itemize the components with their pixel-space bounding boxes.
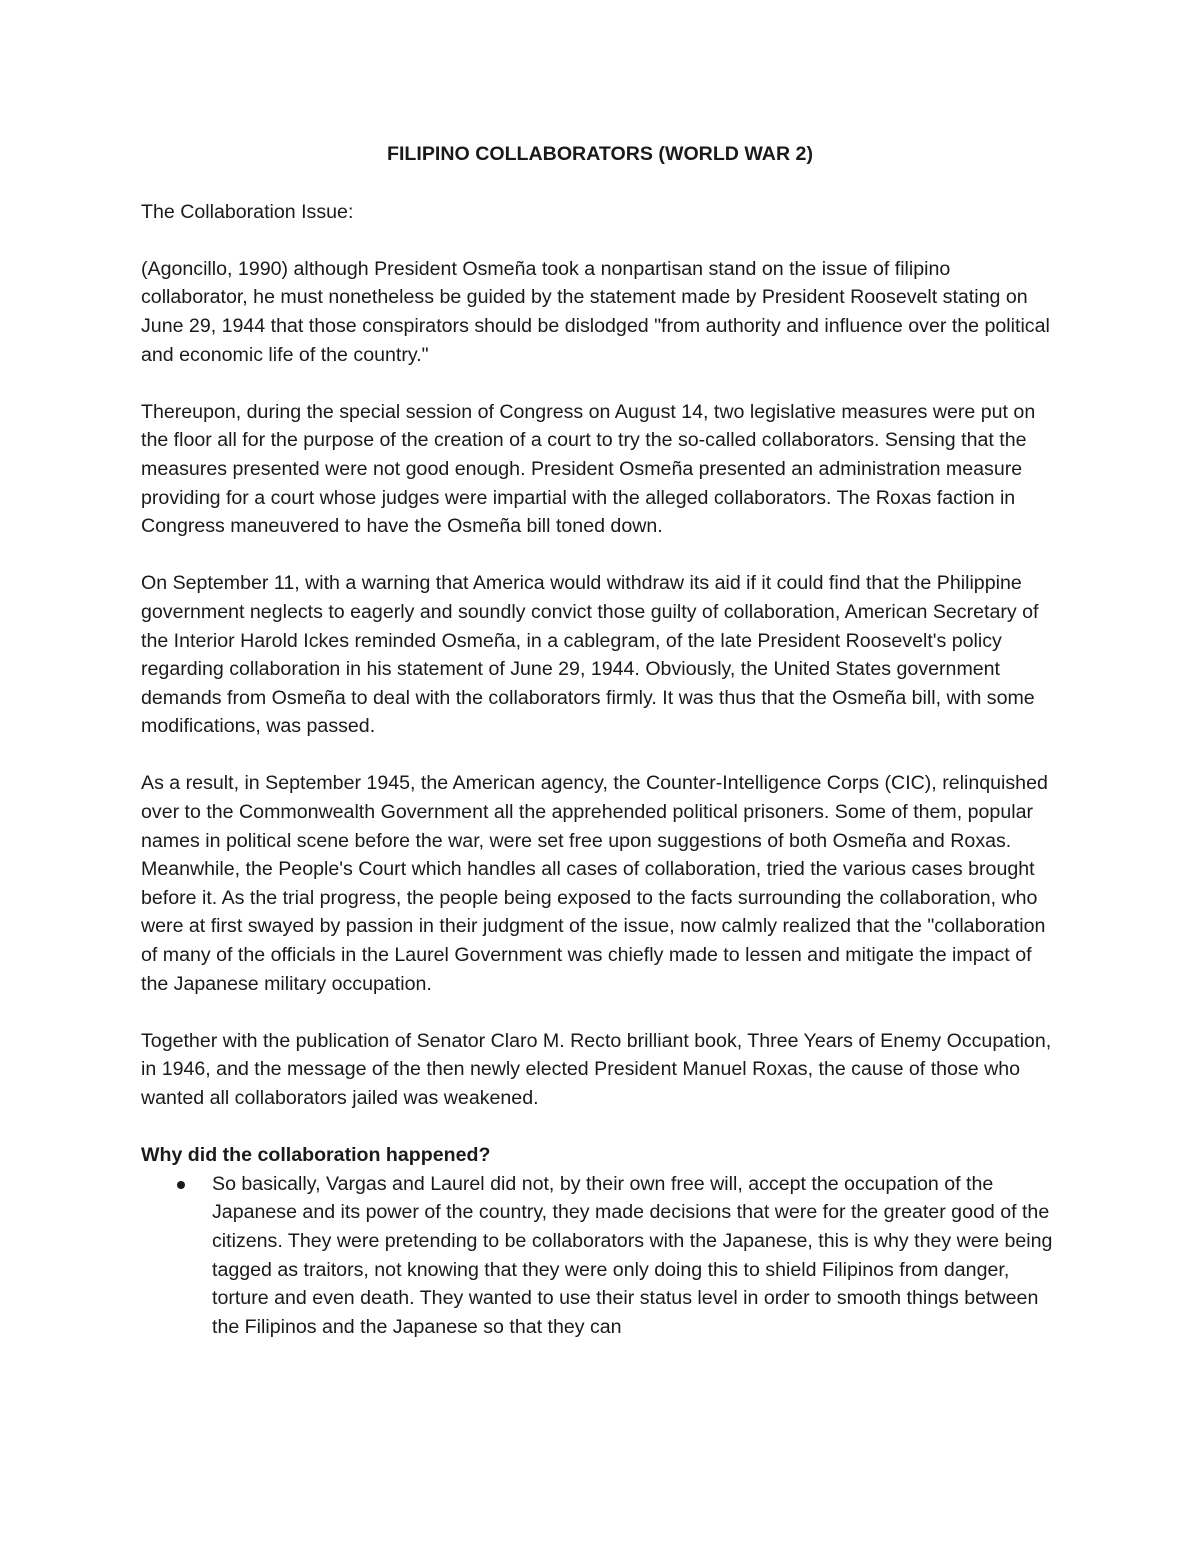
paragraph: Thereupon, during the special session of Congress on August 14, two legislative measures were put on the floor all for the purpose of the creation of a court to try the so-called collaborators. Sensing that the measures presented were not good enough. President Osmeña presented an administration measure providing for a court whose judges were impartial with the alleged collaborators. The Roxas faction in Congress maneuvered to have the Osmeña bill toned down. (141, 400, 1036, 538)
list-item-text: So basically, Vargas and Laurel did not, by their own free will, accept the occupation of the Japanese and its power of the country, they made decisions that were for the greater good of the citizens. They were pretending to be collaborators with the Japanese, this is why they were being tagged as traitors, not knowing that they were only doing this to shield Filipinos from danger, torture and even death. They wanted to use their status level in order to smooth things between the Filipinos and the Japanese so that they can (212, 1172, 1053, 1338)
paragraph: As a result, in September 1945, the American agency, the Counter-Intelligence Corps (CIC), relinquished over to the Commonwealth Government all the apprehended political prisoners. Some of them, popular names in political scene before the war, were set free upon suggestions of both Osmeña and Roxas. Meanwhile, the People's Court which handles all cases of collaboration, tried the various cases brought before it. As the trial progress, the people being exposed to the facts surrounding the collaboration, who were at first swayed by passion in their judgment of the issue, now calmly realized that the "collaboration of many of the officials in the Laurel Government was chiefly made to lessen and mitigate the impact of the Japanese military occupation. (141, 772, 1048, 995)
document-title: FILIPINO COLLABORATORS (WORLD WAR 2) (387, 143, 813, 165)
bullet-icon (177, 1181, 185, 1189)
list-item (141, 1170, 1059, 1342)
bullet-list (141, 1170, 1059, 1342)
paragraph: (Agoncillo, 1990) although President Osmeña took a nonpartisan stand on the issue of filipino collaborator, he must nonetheless be guided by the statement made by President Roosevelt stating on June 29, 1944 that those conspirators should be dislodged "from authority and influence over the political and economic life of the country." (141, 257, 1050, 366)
section-label: The Collaboration Issue: (141, 200, 354, 223)
subheading: Why did the collaboration happened? (141, 1144, 491, 1167)
document-page (141, 140, 1059, 1341)
paragraph: On September 11, with a warning that America would withdraw its aid if it could find that the Philippine government neglects to eagerly and soundly convict those guilty of collaboration, American Secretary of the Interior Harold Ickes reminded Osmeña, in a cablegram, of the late President Roosevelt's policy regarding collaboration in his statement of June 29, 1944. Obviously, the United States government demands from Osmeña to deal with the collaborators firmly. It was thus that the Osmeña bill, with some modifications, was passed. (141, 572, 1039, 738)
paragraph: Together with the publication of Senator Claro M. Recto brilliant book, Three Years of Enemy Occupation, in 1946, and the message of the then newly elected President Manuel Roxas, the cause of those who wanted all collaborators jailed was weakened. (141, 1029, 1052, 1109)
